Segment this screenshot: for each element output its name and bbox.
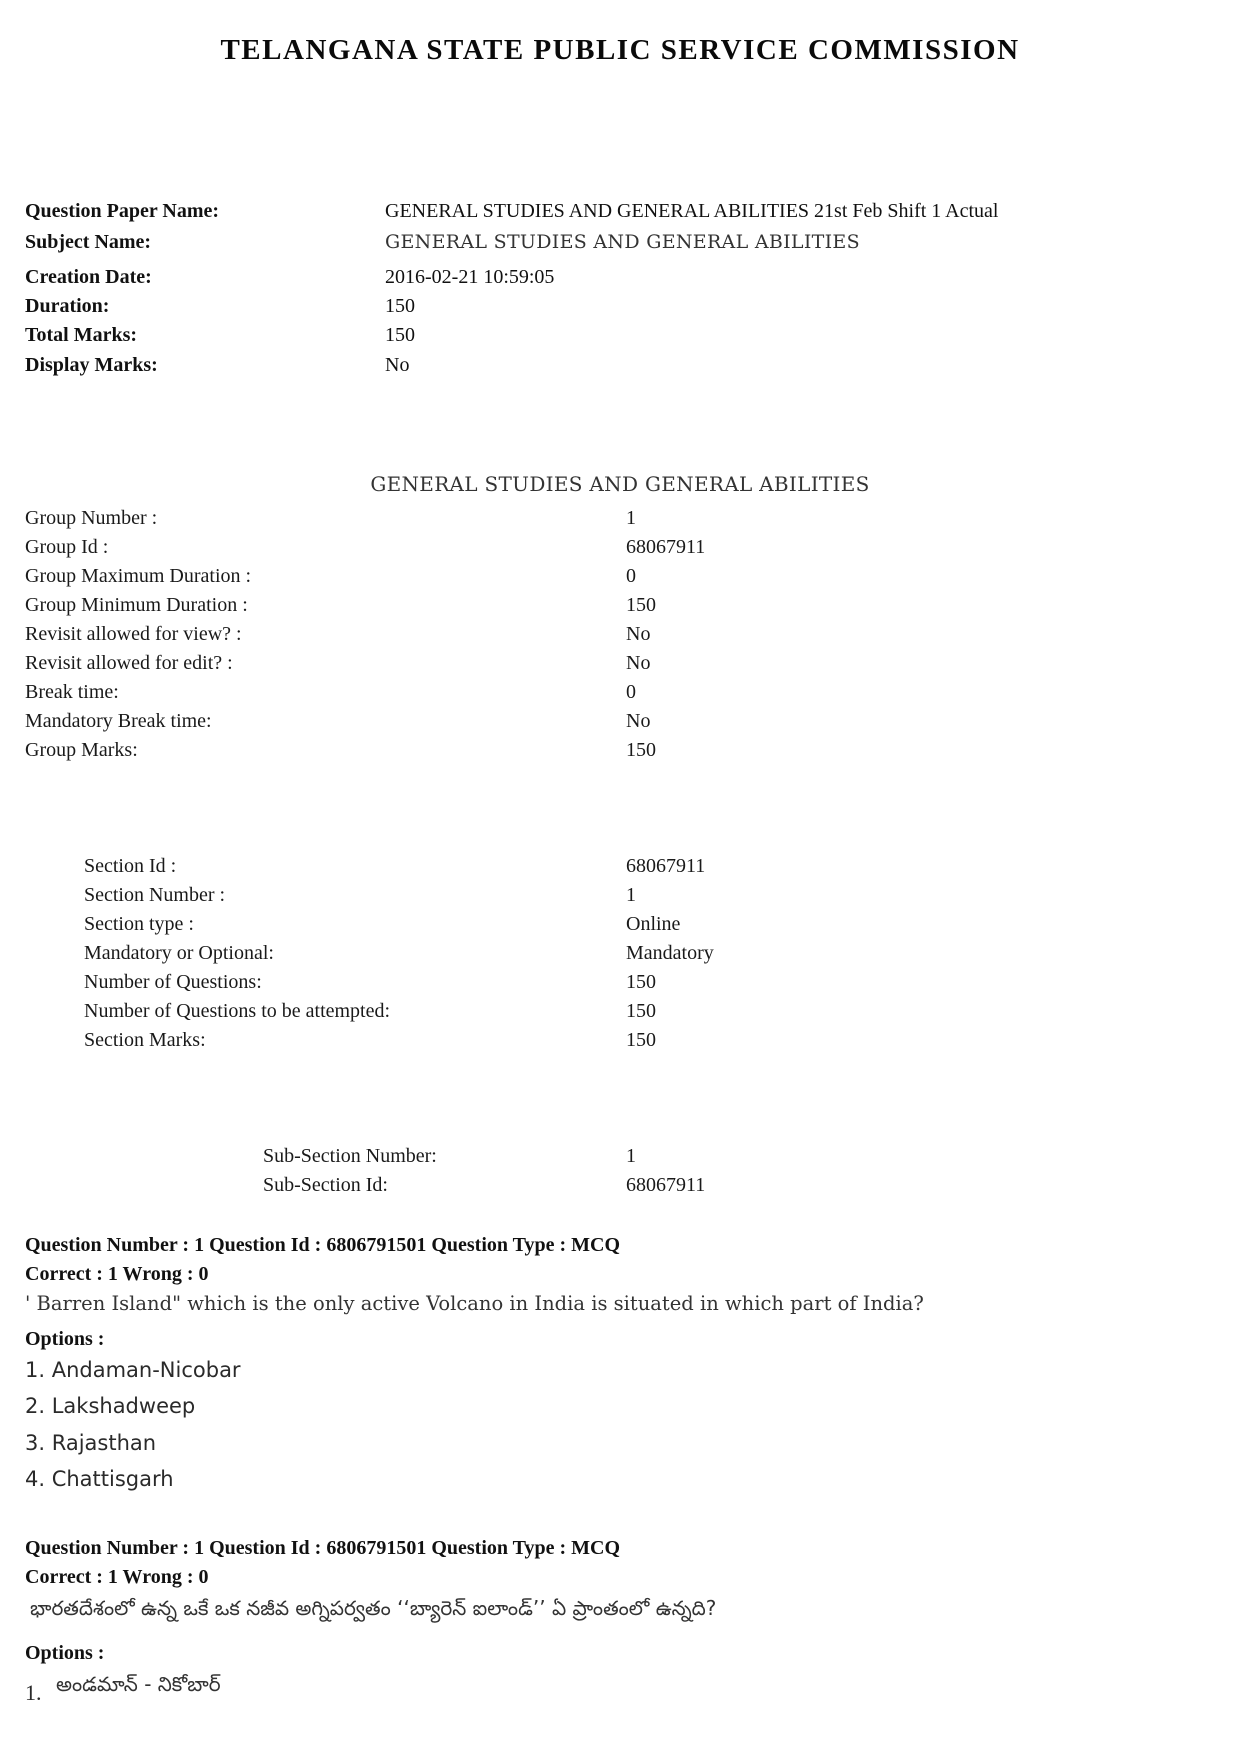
number-of-questions-label: Number of Questions: [84,971,262,993]
break-time-label: Break time: [25,681,119,703]
section-marks-value: 150 [626,1029,656,1051]
break-time-value: 0 [626,681,636,703]
mandatory-break-value: No [626,710,651,732]
section-marks-label: Section Marks: [84,1029,206,1051]
group-marks-value: 150 [626,739,656,761]
subject-name-value: GENERAL STUDIES AND GENERAL ABILITIES [385,231,860,253]
option-2: 2. Lakshadweep [25,1394,196,1418]
group-max-duration-label: Group Maximum Duration : [25,565,252,587]
questions-attempted-label: Number of Questions to be attempted: [84,1000,391,1022]
subject-name-label: Subject Name: [25,231,152,253]
questions-attempted-value: 150 [626,1000,656,1022]
subject-heading: GENERAL STUDIES AND GENERAL ABILITIES [370,472,870,496]
mandatory-optional-label: Mandatory or Optional: [84,942,274,964]
section-type-value: Online [626,913,681,935]
total-marks-value: 150 [385,324,415,346]
group-min-duration-value: 150 [626,594,656,616]
question-paper-name-value: GENERAL STUDIES AND GENERAL ABILITIES 21st Feb Shift 1 Actual [385,200,999,222]
duration-value: 150 [385,295,415,317]
section-id-value: 68067911 [626,855,706,877]
revisit-view-label: Revisit allowed for view? : [25,623,242,645]
display-marks-label: Display Marks: [25,354,158,376]
mandatory-optional-value: Mandatory [626,942,714,964]
option-1: 1. Andaman-Nicobar [25,1358,241,1382]
subsection-id-label: Sub-Section Id: [263,1174,388,1196]
section-number-value: 1 [626,884,636,906]
section-type-label: Section type : [84,913,194,935]
subsection-number-label: Sub-Section Number: [263,1145,437,1167]
question-header: Question Number : 1 Question Id : 6806791501 Question Type : MCQ [25,1234,621,1256]
creation-date-value: 2016-02-21 10:59:05 [385,266,555,288]
group-max-duration-value: 0 [626,565,636,587]
question-paper-name-label: Question Paper Name: [25,200,220,222]
option-3: 3. Rajasthan [25,1431,157,1455]
revisit-edit-label: Revisit allowed for edit? : [25,652,233,674]
option-4: 4. Chattisgarh [25,1467,174,1491]
creation-date-label: Creation Date: [25,266,152,288]
options-label: Options : [25,1328,105,1350]
question-marks: Correct : 1 Wrong : 0 [25,1263,209,1285]
number-of-questions-value: 150 [626,971,656,993]
revisit-view-value: No [626,623,651,645]
section-id-label: Section Id : [84,855,177,877]
question-text: భారతదేశంలో ఉన్న ఒకే ఒక నజీవ అగ్నిపర్వతం ‘‘బ్యారెన్ ఐలాండ్’’ ఏ ప్రాంతంలో ఉన్నది? [30,1596,717,1620]
mandatory-break-label: Mandatory Break time: [25,710,212,732]
question-marks: Correct : 1 Wrong : 0 [25,1566,209,1588]
revisit-edit-value: No [626,652,651,674]
duration-label: Duration: [25,295,110,317]
group-id-value: 68067911 [626,536,706,558]
option-1: అండమాన్ - నికోబార్ [56,1672,221,1696]
total-marks-label: Total Marks: [25,324,138,346]
question-text: ' Barren Island" which is the only active Volcano in India is situated in which part of India? [25,1292,924,1315]
group-number-value: 1 [626,507,636,529]
section-number-label: Section Number : [84,884,226,906]
group-marks-label: Group Marks: [25,739,138,761]
display-marks-value: No [385,354,410,376]
subsection-number-value: 1 [626,1145,636,1167]
subsection-id-value: 68067911 [626,1174,706,1196]
group-id-label: Group Id : [25,536,109,558]
question-header: Question Number : 1 Question Id : 6806791501 Question Type : MCQ [25,1537,621,1559]
page-title: TELANGANA STATE PUBLIC SERVICE COMMISSION [220,34,1020,66]
option-1-number: 1. [25,1680,42,1705]
group-min-duration-label: Group Minimum Duration : [25,594,248,616]
options-label: Options : [25,1642,105,1664]
group-number-label: Group Number : [25,507,158,529]
